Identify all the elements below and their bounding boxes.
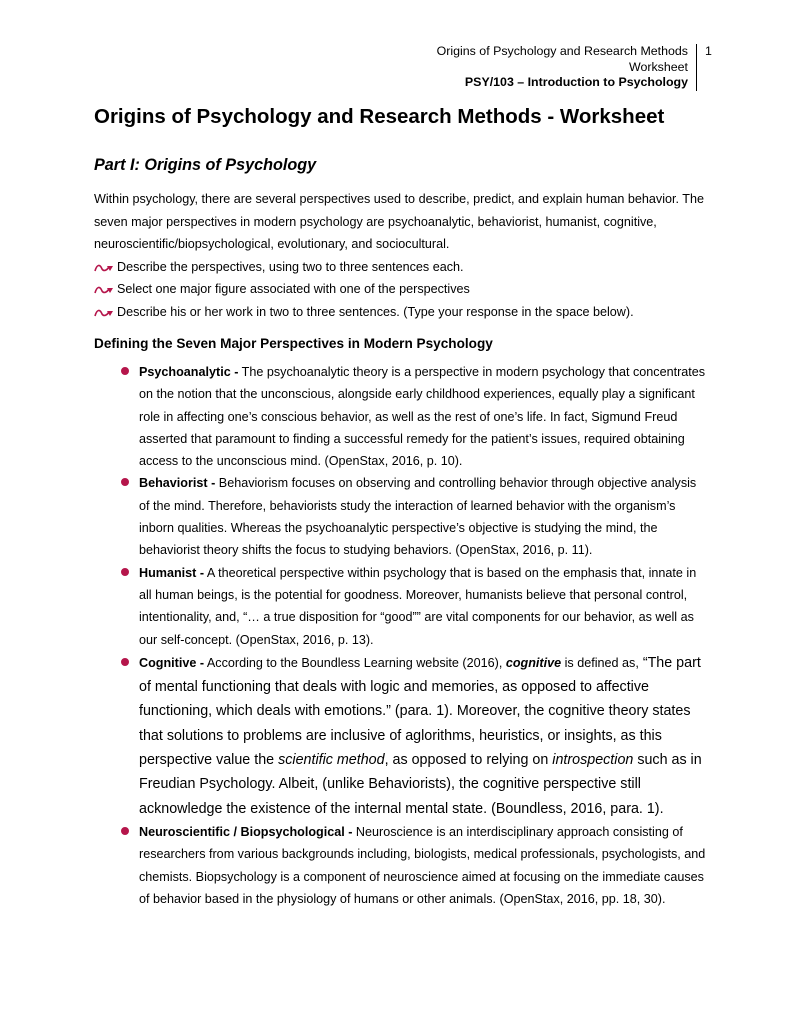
task-text: Select one major figure associated with one of the perspectives (117, 282, 470, 296)
perspective-humanist (94, 562, 706, 651)
perspective-term: Neuroscientific / Biopsychological - (139, 824, 353, 839)
task-item (94, 256, 706, 279)
scientific-method-term: scientific method (278, 752, 385, 769)
section-heading: Defining the Seven Major Perspectives in Modern Psychology (94, 336, 493, 351)
perspective-description-end: such as in Freudian Psychology. Albeit, (unlike Behaviorists), the cognitive perspective still acknowledge the existence of the internal mental state. (Boundless, 2016, para. 1). (139, 752, 702, 817)
document-body (94, 102, 706, 910)
intro-section (94, 188, 706, 323)
swirl-arrow-icon (94, 285, 114, 295)
document-title: Origins of Psychology and Research Methods - Worksheet (94, 105, 665, 128)
round-bullet-icon (121, 367, 129, 375)
perspective-description-quote: “The part of mental functioning that deals with logic and memories, as opposed to affective functioning, which deals with emotions.” (para. 1). Moreover, the cognitive theory states that solutions to problems are inclusive of aglorithms, heuristics, or insights, as this perspective value the (139, 654, 701, 769)
part-heading: Part I: Origins of Psychology (94, 156, 317, 174)
perspective-term: Humanist - (139, 565, 205, 580)
task-list (94, 256, 706, 324)
task-item (94, 301, 706, 324)
task-text: Describe the perspectives, using two to three sentences each. (117, 259, 464, 274)
perspective-cognitive (94, 651, 706, 821)
round-bullet-icon (121, 478, 129, 486)
task-text: Describe his or her work in two to three sentences. (Type your response in the space below). (117, 304, 634, 319)
introspection-term: introspection (552, 752, 634, 769)
perspective-description: Neuroscience is an interdisciplinary approach consisting of researchers from various backgrounds including, biologists, medical professionals, psychologists, and chemists. Biopsychology is a component of neuroscience aimed at focusing on the immediate causes of behavior based in the physiology of humans or other animals. (OpenStax, 2016, pp. 18, 30). (139, 824, 706, 906)
perspective-term: Behaviorist - (139, 476, 216, 491)
intro-paragraph: Within psychology, there are several perspectives used to describe, predict, and explain human behavior. The seven major perspectives in modern psychology are psychoanalytic, behaviorist, humanist, cognitive, neuroscientific/biopsychological, evolutionary, and sociocultural. (94, 192, 704, 251)
perspective-term: Psychoanalytic - (139, 365, 239, 379)
cognitive-keyword: cognitive (505, 655, 562, 670)
perspective-description-middle: , as opposed to relying on (384, 752, 553, 769)
perspective-neuroscientific (94, 821, 706, 910)
perspective-psychoanalytic (94, 361, 706, 472)
running-header (288, 44, 697, 91)
perspective-description: The psychoanalytic theory is a perspective in modern psychology that concentrates on the notion that the unconscious, alongside early childhood experiences, equally play a significant role in affecting one’s conscious behavior, as well as the rest of one’s life. In fact, Sigmund Freud asserted that paramount to finding a successful remedy for the patient’s issues, required obtaining access to the unconscious mind. (OpenStax, 2016, p. 10). (139, 365, 706, 469)
round-bullet-icon (121, 827, 129, 835)
page-number: 1 (705, 44, 712, 58)
swirl-arrow-icon (94, 263, 114, 273)
perspective-description-intro: According to the Boundless Learning website (2016), (204, 655, 506, 670)
header-line-2: Worksheet (629, 59, 688, 74)
task-item (94, 278, 706, 301)
perspective-description-defined: is defined as, (561, 655, 639, 670)
swirl-arrow-icon (94, 308, 114, 318)
perspective-term: Cognitive - (139, 655, 205, 670)
round-bullet-icon (121, 568, 129, 576)
header-course: PSY/103 – Introduction to Psychology (464, 75, 688, 89)
round-bullet-icon (121, 658, 129, 666)
perspective-description: Behaviorism focuses on observing and controlling behavior through objective analysis of the mind. Therefore, behaviorists study the interaction of learned behavior with the organism’s inborn qualities. Whereas the psychoanalytic perspective’s objective is studying the mind, the behaviorist theory shifts the focus to studying behaviors. (OpenStax, 2016, p. 11). (139, 476, 697, 558)
perspectives-list (94, 361, 706, 910)
perspective-description: A theoretical perspective within psychology that is based on the emphasis that, innate in all human beings, is the potential for goodness. Moreover, humanists believe that personal control, intentionality, and, “… a true disposition for “good”” are vital components for our behavior, as well as our self-concept. (OpenStax, 2016, p. 13). (139, 565, 697, 647)
header-line-1: Origins of Psychology and Research Methods (436, 44, 688, 58)
perspective-behaviorist (94, 472, 706, 561)
